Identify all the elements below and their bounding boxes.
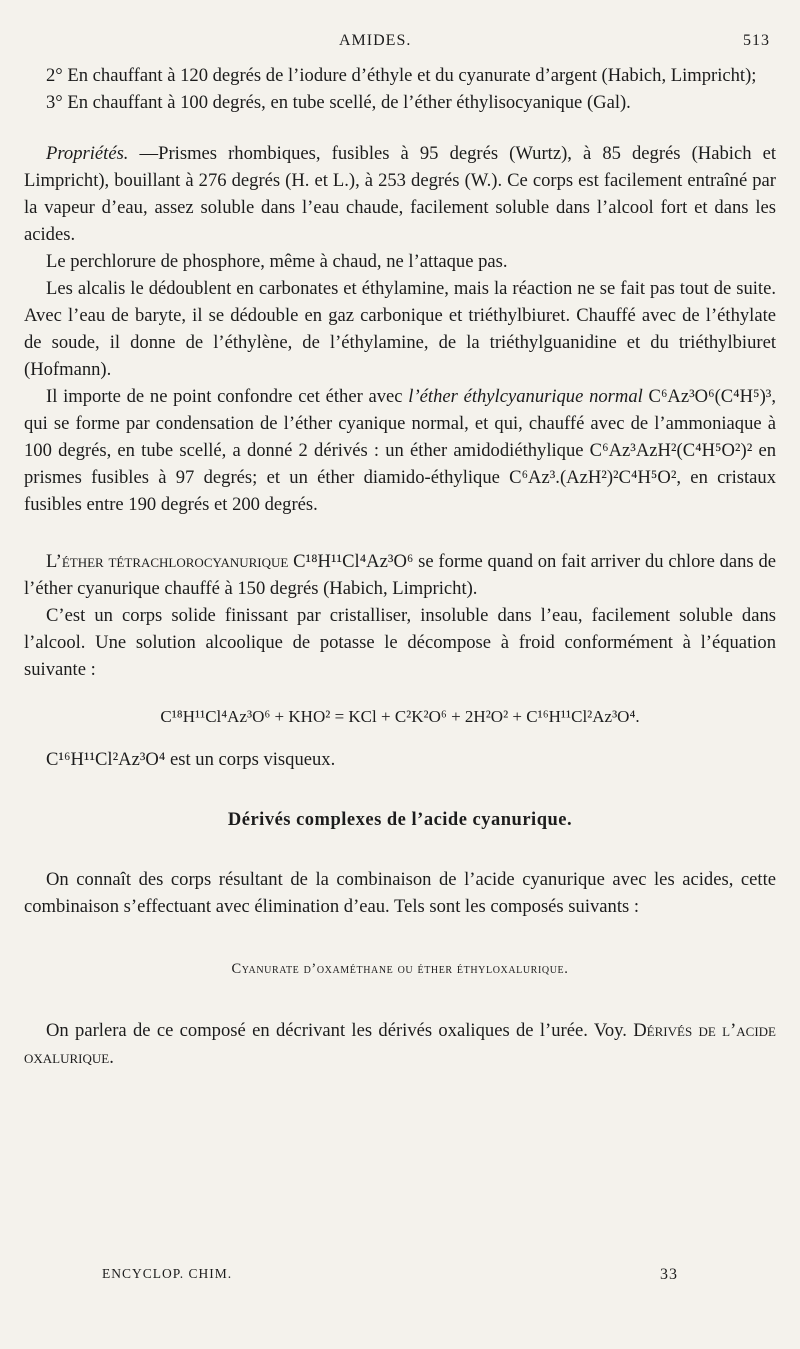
paragraph-alcalis: Les alcalis le dédoublent en carbonates et éthylamine, mais la réaction ne se fait pas tout de suite. Avec l’eau de baryte, il se dédouble en gaz carbonique et triéthylbiuret. Chauffé avec de l’éthylate de soude, il donne de l’éthylène, de l’éthylamine, de la triéthylguanidine et du triéthylbiuret (Hofmann). — [24, 278, 776, 380]
page-number: 513 — [743, 32, 770, 49]
paragraph-connait: On connaît des corps résultant de la combinaison de l’acide cyanurique avec les acides, cette combinaison s’effectuant avec élimination d’eau. Tels sont les composés suivants : — [24, 869, 776, 917]
paragraph-properties — [24, 140, 776, 248]
parlera-text: On parlera de ce composé en décrivant les dérivés oxaliques de l’urée. Voy. — [46, 1020, 634, 1041]
cross-reference: Dérivés de l’acide oxalurique. — [24, 1020, 776, 1068]
tetrachloro-label: L’éther tétrachlorocyanurique — [46, 551, 289, 572]
importe-text-1: Il importe de ne point confondre cet éther avec — [46, 386, 409, 407]
body-text — [24, 62, 776, 1071]
properties-label: Propriétés. — [46, 143, 129, 164]
importe-italic: l’éther éthylcyanurique normal — [408, 386, 643, 407]
signature-mark: 33 — [660, 1266, 678, 1283]
page-footer — [0, 1266, 800, 1288]
section-heading: Dérivés complexes de l’acide cyanurique. — [227, 810, 573, 830]
paragraph-visqueux: C¹⁶H¹¹Cl²Az³O⁴ est un corps visqueux. — [46, 749, 336, 770]
paragraph-item-2: 2° En chauffant à 120 degrés de l’iodure d’éthyle et du cyanurate d’argent (Habich, Limpricht); — [46, 65, 757, 86]
header-title: AMIDES. — [339, 32, 412, 49]
properties-text: —Prismes rhombiques, fusibles à 95 degrés (Wurtz), à 85 degrés (Habich et Limpricht), bouillant à 276 degrés (H. et L.), à 253 degrés (W.). Ce corps est facilement entraîné par la vapeur d’eau, assez soluble dans l’eau chaude, facilement soluble dans l’alcool fort et dans les acides. — [24, 143, 776, 245]
tetrachloro-text: C¹⁸H¹¹Cl⁴Az³O⁶ se forme quand on fait arriver du chlore dans de l’éther cyanurique chauffé à 150 degrés (Habich, Limpricht). — [24, 551, 776, 599]
paragraph-item-3: 3° En chauffant à 100 degrés, en tube scellé, de l’éther éthylisocyanique (Gal). — [46, 92, 631, 113]
paragraph-tetrachloro — [24, 548, 776, 602]
importe-text-2: C⁶Az³O⁶(C⁴H⁵)³, qui se forme par condensation de l’éther cyanique normal, et qui, chauffé avec de l’ammoniaque à 100 degrés, en tube scellé, a donné 2 dérivés : un éther amidodiéthylique C⁶Az³AzH²(C⁴H⁵O²)² en prismes fusibles à 97 degrés; et un éther diamido-éthylique C⁶Az³.(AzH²)²C⁴H⁵O², en cristaux fusibles entre 190 degrés et 200 degrés. — [24, 386, 776, 515]
paragraph-parlera — [24, 1017, 776, 1071]
chemical-equation: C¹⁸H¹¹Cl⁴Az³O⁶ + KHO² = KCl + C²K²O⁶ + 2H²O² + C¹⁶H¹¹Cl²Az³O⁴. — [160, 707, 640, 726]
paragraph-importe — [24, 383, 776, 518]
running-header — [0, 32, 800, 54]
footer-source: ENCYCLOP. CHIM. — [102, 1266, 233, 1281]
subsection-heading: Cyanurate d’oxaméthane ou éther éthyloxalurique. — [231, 961, 569, 977]
paragraph-perchlorure: Le perchlorure de phosphore, même à chaud, ne l’attaque pas. — [46, 251, 508, 272]
paragraph-solide: C’est un corps solide finissant par cristalliser, insoluble dans l’eau, facilement soluble dans l’alcool. Une solution alcoolique de potasse le décompose à froid conformément à l’équation suivante : — [24, 605, 776, 680]
